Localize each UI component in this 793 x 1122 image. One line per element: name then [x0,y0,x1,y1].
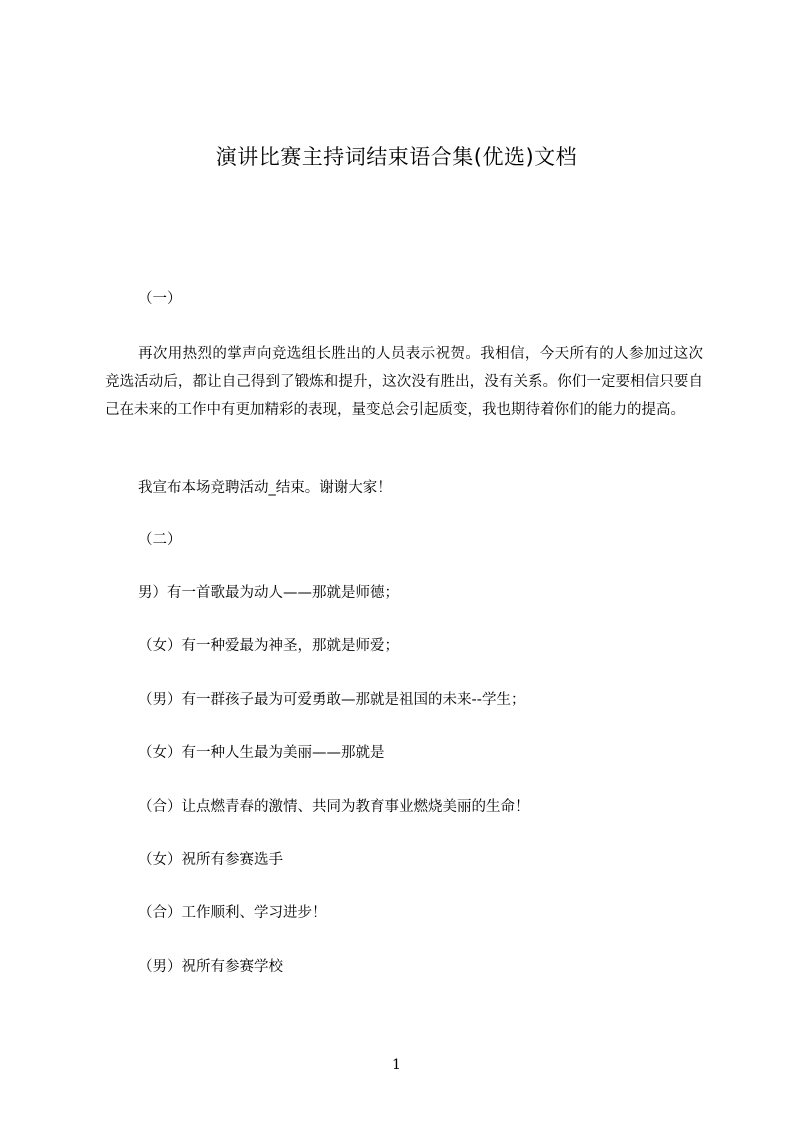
dialogue-line: 男）有一首歌最为动人——那就是师德； [138,585,399,601]
dialogue-line: （女）祝所有参赛选手 [138,852,283,868]
dialogue-line: （男）有一群孩子最为可爱勇敢—那就是祖国的未来--学生； [138,692,526,708]
dialogue-line: （合）让点燃青春的激情、共同为教育事业燃烧美丽的生命！ [138,799,530,815]
dialogue-line: （女）有一种人生最为美丽——那就是 [138,745,385,761]
document-title: 演讲比赛主持词结束语合集(优选)文档 [215,145,578,169]
paragraph-closing-announcement: 我宣布本场竞聘活动_结束。谢谢大家！ [138,480,392,496]
dialogue-line: （男）祝所有参赛学校 [138,959,283,975]
dialogue-line: （合）工作顺利、学习进步！ [138,905,327,921]
section-heading-1: （一） [138,291,182,307]
page-number: 1 [392,1057,401,1073]
section-heading-2: （二） [138,532,182,548]
paragraph-congratulations: 再次用热烈的掌声向竞选组长胜出的人员表示祝贺。我相信，今天所有的人参加过这次竞选活动后，都让自己得到了锻炼和提升，这次没有胜出，没有关系。你们一定要相信只要自己在未来的工作中有更加精彩的表现，量变总会引起质变，我也期待着你们的能力的提高。 [105,346,703,418]
dialogue-line: （女）有一种爱最为神圣，那就是师爱； [138,638,399,654]
